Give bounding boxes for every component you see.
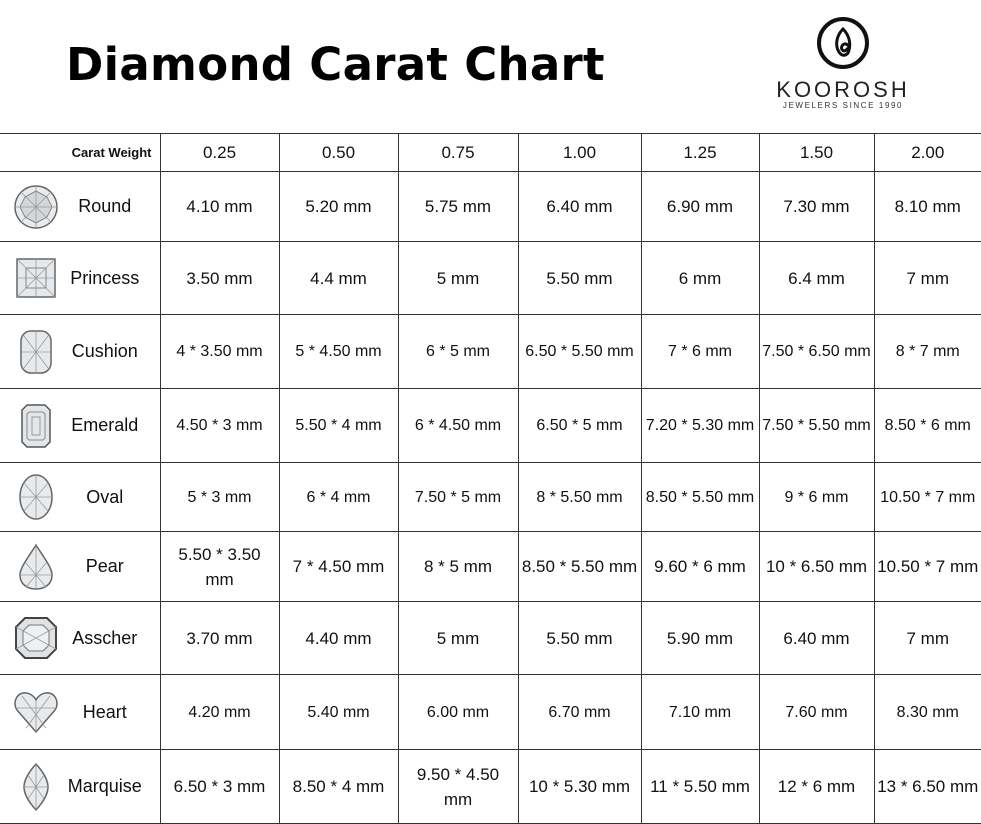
size-cell: 7 mm <box>874 242 981 315</box>
size-cell: 8 * 5.50 mm <box>518 463 641 532</box>
shape-name: Emerald <box>71 415 139 435</box>
size-cell: 7.10 mm <box>641 675 759 750</box>
size-cell: 5.20 mm <box>279 172 398 242</box>
size-cell: 6.4 mm <box>759 242 874 315</box>
pear-diamond-icon <box>12 543 60 591</box>
shape-name: Oval <box>86 486 124 507</box>
shape-row-heart <box>0 675 981 750</box>
brand-name: KOOROSH <box>776 77 910 102</box>
size-cell: 6.40 mm <box>518 172 641 242</box>
size-cell: 5 mm <box>398 602 518 675</box>
size-cell: 6.50 * 3 mm <box>160 750 279 824</box>
size-cell: 6 * 5 mm <box>398 315 518 389</box>
size-cell: 10.50 * 7 mm <box>874 532 981 602</box>
princess-diamond-icon <box>12 254 60 302</box>
shape-row-emerald <box>0 389 981 463</box>
shape-name: Marquise <box>67 776 142 796</box>
size-cell: 8.10 mm <box>874 172 981 242</box>
size-cell: 5.50 * 3.50 mm <box>160 532 279 602</box>
oval-diamond-icon <box>12 473 60 521</box>
shape-cell <box>0 675 160 750</box>
size-cell: 8.50 * 6 mm <box>874 389 981 463</box>
shape-row-pear <box>0 532 981 602</box>
size-cell: 6.00 mm <box>398 675 518 750</box>
shape-cell <box>0 463 160 532</box>
size-cell: 7.20 * 5.30 mm <box>641 389 759 463</box>
shape-name: Princess <box>70 267 140 288</box>
size-cell: 7.50 * 5 mm <box>398 463 518 532</box>
shape-cell <box>0 315 160 389</box>
shape-name: Heart <box>82 701 127 722</box>
brand-logo <box>770 16 920 116</box>
size-cell: 6.40 mm <box>759 602 874 675</box>
size-cell: 4.4 mm <box>279 242 398 315</box>
shape-name: Asscher <box>72 627 138 648</box>
shape-name: Cushion <box>71 341 138 361</box>
size-cell: 4.40 mm <box>279 602 398 675</box>
carat-header-cell: 0.75 <box>398 134 518 172</box>
brand-tagline: JEWELERS SINCE 1990 <box>782 101 904 110</box>
size-cell: 4.20 mm <box>160 675 279 750</box>
carat-header-cell: 0.25 <box>160 134 279 172</box>
shape-row-round <box>0 172 981 242</box>
size-cell: 9 * 6 mm <box>759 463 874 532</box>
size-cell: 6.50 * 5.50 mm <box>518 315 641 389</box>
size-cell: 4.50 * 3 mm <box>160 389 279 463</box>
size-cell: 8.30 mm <box>874 675 981 750</box>
size-cell: 4 * 3.50 mm <box>160 315 279 389</box>
carat-header-cell: 0.50 <box>279 134 398 172</box>
size-cell: 3.50 mm <box>160 242 279 315</box>
asscher-diamond-icon <box>12 614 60 662</box>
size-cell: 8.50 * 4 mm <box>279 750 398 824</box>
size-cell: 10 * 5.30 mm <box>518 750 641 824</box>
carat-header-cell: 1.50 <box>759 134 874 172</box>
size-cell: 7.60 mm <box>759 675 874 750</box>
size-cell: 7 mm <box>874 602 981 675</box>
size-cell: 5.50 * 4 mm <box>279 389 398 463</box>
size-cell: 7 * 4.50 mm <box>279 532 398 602</box>
size-cell: 7 * 6 mm <box>641 315 759 389</box>
size-cell: 6 mm <box>641 242 759 315</box>
size-cell: 9.50 * 4.50 mm <box>398 750 518 824</box>
size-cell: 7.50 * 5.50 mm <box>759 389 874 463</box>
shape-cell <box>0 532 160 602</box>
size-cell: 7.50 * 6.50 mm <box>759 315 874 389</box>
size-cell: 8 * 5 mm <box>398 532 518 602</box>
size-cell: 3.70 mm <box>160 602 279 675</box>
carat-chart-table <box>0 133 981 824</box>
size-cell: 10 * 6.50 mm <box>759 532 874 602</box>
shape-row-marquise <box>0 750 981 824</box>
shape-row-asscher <box>0 602 981 675</box>
shape-cell <box>0 172 160 242</box>
shape-name: Round <box>78 196 132 216</box>
size-cell: 5.75 mm <box>398 172 518 242</box>
size-cell: 7.30 mm <box>759 172 874 242</box>
size-cell: 5 * 4.50 mm <box>279 315 398 389</box>
carat-header-cell: 1.25 <box>641 134 759 172</box>
emerald-diamond-icon <box>12 402 60 450</box>
shape-name: Pear <box>85 556 124 576</box>
size-cell: 8 * 7 mm <box>874 315 981 389</box>
shape-cell <box>0 750 160 824</box>
carat-weight-header: Carat Weight <box>0 134 160 172</box>
marquise-diamond-icon <box>12 763 60 811</box>
size-cell: 5 * 3 mm <box>160 463 279 532</box>
size-cell: 5 mm <box>398 242 518 315</box>
size-cell: 13 * 6.50 mm <box>874 750 981 824</box>
size-cell: 6 * 4 mm <box>279 463 398 532</box>
size-cell: 5.90 mm <box>641 602 759 675</box>
shape-cell <box>0 389 160 463</box>
size-cell: 6.70 mm <box>518 675 641 750</box>
size-cell: 12 * 6 mm <box>759 750 874 824</box>
size-cell: 9.60 * 6 mm <box>641 532 759 602</box>
size-cell: 5.50 mm <box>518 602 641 675</box>
carat-header-cell: 2.00 <box>874 134 981 172</box>
size-cell: 4.10 mm <box>160 172 279 242</box>
shape-row-princess <box>0 242 981 315</box>
carat-header-cell: 1.00 <box>518 134 641 172</box>
size-cell: 8.50 * 5.50 mm <box>518 532 641 602</box>
header-row <box>0 134 981 172</box>
shape-row-oval <box>0 463 981 532</box>
size-cell: 11 * 5.50 mm <box>641 750 759 824</box>
cushion-diamond-icon <box>12 328 60 376</box>
size-cell: 5.50 mm <box>518 242 641 315</box>
size-cell: 6 * 4.50 mm <box>398 389 518 463</box>
size-cell: 10.50 * 7 mm <box>874 463 981 532</box>
size-cell: 8.50 * 5.50 mm <box>641 463 759 532</box>
size-cell: 6.90 mm <box>641 172 759 242</box>
shape-cell <box>0 242 160 315</box>
shape-cell <box>0 602 160 675</box>
shape-row-cushion <box>0 315 981 389</box>
round-diamond-icon <box>12 183 60 231</box>
koorosh-logo-icon <box>816 16 870 70</box>
heart-diamond-icon <box>12 688 60 736</box>
page-title: Diamond Carat Chart <box>66 38 605 91</box>
size-cell: 6.50 * 5 mm <box>518 389 641 463</box>
size-cell: 5.40 mm <box>279 675 398 750</box>
